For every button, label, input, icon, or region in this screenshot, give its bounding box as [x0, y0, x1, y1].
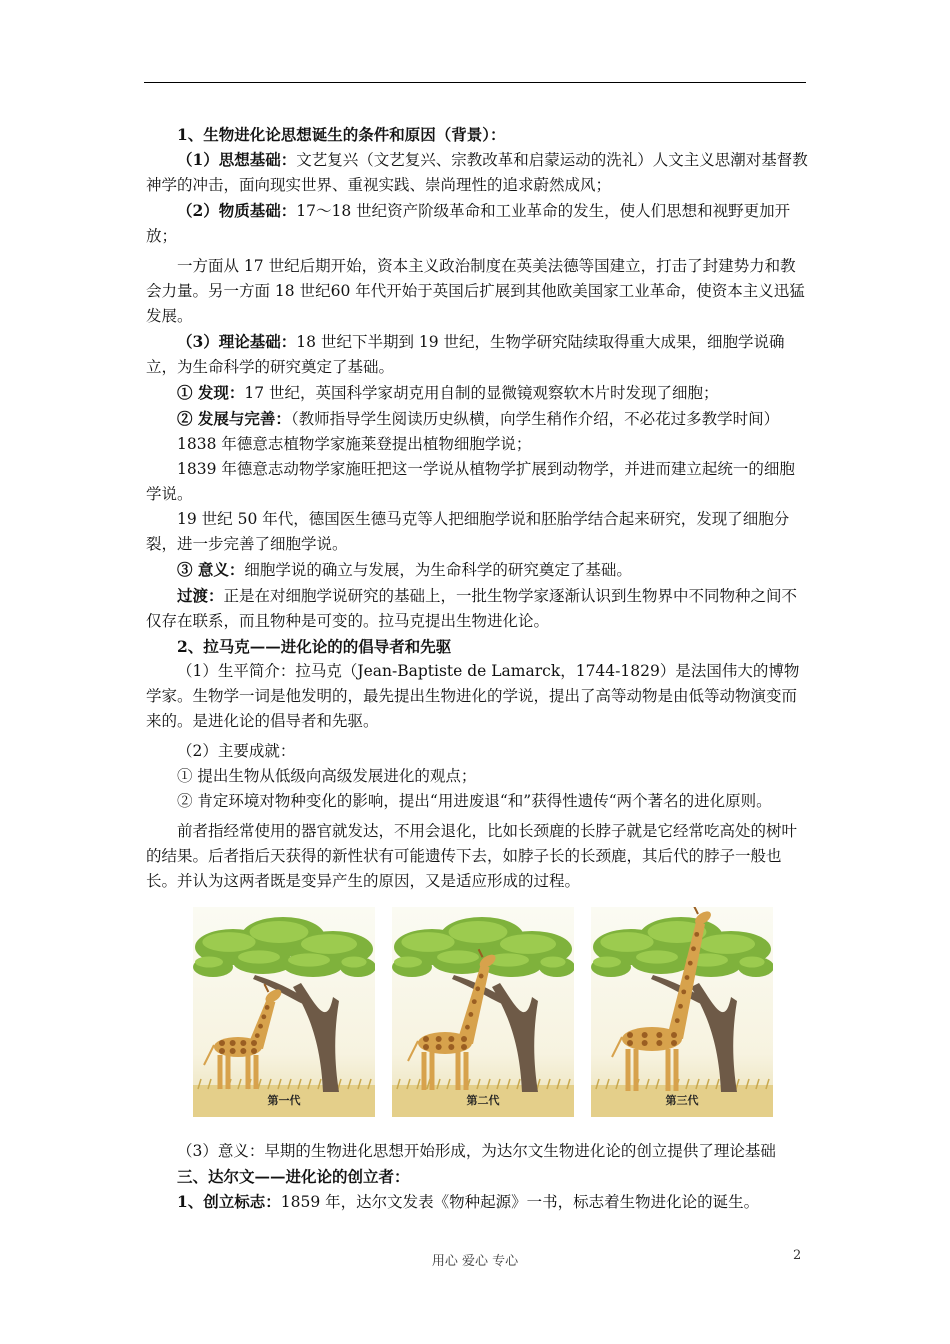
text: 1859 年，达尔文发表《物种起源》一书，标志着生物进化论的诞生。	[280, 1193, 760, 1211]
section1-heading: 1、生物进化论思想诞生的条件和原因（背景）：	[177, 125, 506, 144]
giraffe-spot	[436, 1044, 442, 1050]
text: （教师指导学生阅读历史纵横，向学生稍作介绍，不必花过多教学时间）	[290, 410, 780, 428]
text: 正是在对细胞学说研究的基础上，一批生物学家逐渐认识到生物界中不同物种之间不仅存在联系，而且物种是可变的。拉马克提出生物进化论。	[146, 587, 798, 630]
giraffe-leg	[430, 1052, 435, 1090]
giraffe-spot	[461, 1044, 467, 1050]
giraffe-spot	[678, 1004, 683, 1009]
paragraph: 1838 年德意志植物学家施莱登提出植物细胞学说；	[177, 435, 532, 453]
tree-canopy-highlight	[341, 957, 366, 968]
giraffe-illustration	[591, 907, 773, 1117]
giraffe-spot	[265, 1005, 270, 1010]
giraffe-spot	[255, 1033, 260, 1038]
tree-canopy-highlight	[238, 950, 280, 963]
paragraph	[146, 557, 810, 583]
giraffe-leg	[626, 1049, 631, 1091]
giraffe-spot	[423, 1036, 429, 1042]
giraffe-illustration	[392, 907, 574, 1117]
giraffe-spot	[468, 1012, 473, 1017]
tree-canopy-highlight	[202, 932, 255, 952]
label: ② 发展与完善：	[177, 409, 291, 428]
text: 文艺复兴（文艺复兴、宗教改革和启蒙运动的洗礼）人文主义思潮对基督教神学的冲击，面向现实世界、重视实践、崇尚理性的追求蔚然成风；	[146, 151, 808, 194]
giraffe-panel	[392, 907, 574, 1117]
text: 17～18 世纪资产阶级革命和工业革命的发生，使人们思想和视野更加开放；	[146, 202, 791, 245]
giraffe-spot	[423, 1044, 429, 1050]
giraffe-leg	[666, 1049, 671, 1091]
paragraph: （3）意义：早期的生物进化思想开始形成，为达尔文生物进化论的创立提供了理论基础	[177, 1142, 776, 1160]
giraffe-spot	[230, 1040, 236, 1046]
label: ③ 意义：	[177, 560, 245, 579]
giraffe-leg	[422, 1052, 427, 1090]
giraffe-leg	[246, 1055, 251, 1089]
header-rule	[144, 82, 806, 83]
giraffe-spot	[642, 1032, 648, 1038]
giraffe-leg	[218, 1055, 223, 1089]
giraffe-spot	[685, 975, 690, 980]
giraffe-panel	[591, 907, 773, 1117]
tree-canopy-highlight	[593, 957, 621, 968]
tree-canopy-highlight	[699, 934, 755, 954]
paragraph	[146, 1189, 810, 1215]
giraffe-spot	[465, 1025, 470, 1030]
giraffe-spot	[627, 1032, 633, 1038]
label: （3）理论基础：	[177, 332, 297, 351]
tree-canopy-highlight	[301, 934, 357, 954]
tree-canopy-highlight	[288, 953, 330, 966]
paragraph: ① 提出生物从低级向高级发展进化的观点；	[177, 767, 477, 785]
giraffe-spot	[219, 1040, 225, 1046]
paragraph	[146, 583, 810, 634]
page-number: 2	[793, 1248, 802, 1263]
giraffe-spot	[230, 1048, 236, 1054]
tree-canopy-highlight	[449, 921, 508, 943]
tree-canopy-highlight	[540, 957, 565, 968]
giraffe-spot	[671, 1040, 677, 1046]
giraffe-spot	[671, 1032, 677, 1038]
text: 18 世纪下半期到 19 世纪，生物学研究陆续取得重大成果，细胞学说确立，为生命科学的研究奠定了基础。	[146, 333, 785, 376]
tree-canopy-highlight	[394, 957, 422, 968]
tree-canopy-highlight	[401, 932, 454, 952]
giraffe-spot	[691, 946, 696, 951]
giraffe-spot	[627, 1040, 633, 1046]
giraffe-spot	[681, 989, 686, 994]
panel-caption: 第二代	[466, 1094, 500, 1107]
paragraph	[146, 329, 810, 380]
paragraph: 一方面从 17 世纪后期开始，资本主义政治制度在英美法德等国建立，打击了封建势力和教会力量。另一方面 18 世纪60 年代开始于英国后扩展到其他欧美国家工业革命，使资本主义迅猛发展。	[146, 257, 805, 325]
tree-canopy-highlight	[739, 957, 764, 968]
label: 过渡：	[177, 586, 224, 605]
giraffe-illustration	[193, 907, 375, 1117]
giraffe-spot	[688, 961, 693, 966]
giraffe-panel	[193, 907, 375, 1117]
giraffe-leg	[464, 1052, 469, 1090]
text: 细胞学说的确立与发展，为生命科学的研究奠定了基础。	[244, 561, 632, 579]
giraffe-spot	[251, 1040, 257, 1046]
giraffe-leg	[456, 1052, 461, 1090]
label: ① 发现：	[177, 383, 245, 402]
tree-canopy-highlight	[437, 950, 479, 963]
giraffe-spot	[472, 999, 477, 1004]
label: （1）思想基础：	[177, 150, 297, 169]
giraffe-evolution-figure	[193, 907, 810, 1117]
giraffe-spot	[261, 1014, 266, 1019]
paragraph	[146, 198, 810, 249]
tree-canopy-highlight	[500, 934, 556, 954]
giraffe-neck	[457, 965, 490, 1044]
giraffe-spot	[461, 1036, 467, 1042]
paragraph	[146, 380, 810, 406]
giraffe-leg	[634, 1049, 639, 1091]
tree-canopy-highlight	[600, 932, 653, 952]
page-footer: 用心 爱心 专心	[431, 1254, 519, 1269]
paragraph	[146, 147, 810, 198]
panel-caption: 第三代	[665, 1094, 699, 1107]
giraffe-horn	[694, 907, 698, 914]
giraffe-tail	[612, 1037, 622, 1057]
paragraph: 1839 年德意志动物学家施旺把这一学说从植物学扩展到动物学，并进而建立起统一的细胞学说。	[146, 460, 795, 503]
giraffe-spot	[240, 1040, 246, 1046]
giraffe-spot	[479, 974, 484, 979]
section3-heading: 三、达尔文——进化论的创立者：	[177, 1167, 410, 1186]
giraffe-spot	[694, 932, 699, 937]
panel-caption: 第一代	[267, 1094, 301, 1107]
giraffe-leg	[254, 1055, 259, 1089]
label: 1、创立标志：	[177, 1192, 281, 1211]
paragraph: 19 世纪 50 年代，德国医生德马克等人把细胞学说和胚胎学结合起来研究，发现了细胞分裂，进一步完善了细胞学说。	[146, 510, 790, 553]
paragraph	[146, 406, 810, 432]
giraffe-spot	[251, 1048, 257, 1054]
giraffe-tail	[204, 1045, 214, 1065]
tree-canopy-highlight	[250, 921, 309, 943]
paragraph: （1）生平简介：拉马克（Jean-Baptiste de Lamarck，1744-1829）是法国伟大的博物学家。生物学一词是他发明的，最先提出生物进化的学说，提出了高等动物是由低等动物演变而来的。是进化论的倡导者和先驱。	[146, 662, 800, 730]
paragraph: （2）主要成就：	[177, 742, 296, 760]
giraffe-spot	[448, 1036, 454, 1042]
giraffe-tail	[408, 1041, 418, 1061]
giraffe-spot	[258, 1024, 263, 1029]
giraffe-spot	[656, 1032, 662, 1038]
text: 17 世纪，英国科学家胡克用自制的显微镜观察软木片时发现了细胞；	[244, 384, 719, 402]
giraffe-spot	[240, 1048, 246, 1054]
giraffe-spot	[219, 1048, 225, 1054]
giraffe-spot	[675, 1018, 680, 1023]
tree-canopy-highlight	[195, 957, 223, 968]
paragraph: ② 肯定环境对物种变化的影响，提出“用进废退“和”获得性遗传“两个著名的进化原则。	[177, 792, 772, 810]
paragraph: 前者指经常使用的器官就发达，不用会退化，比如长颈鹿的长脖子就是它经常吃高处的树叶的结果。后者指后天获得的新性状有可能遗传下去，如脖子长的长颈鹿，其后代的脖子一般也长。并认为这两者既是变异产生的原因，又是适应形成的过程。	[146, 822, 798, 890]
giraffe-leg	[674, 1049, 679, 1091]
document-body	[146, 122, 810, 1215]
giraffe-spot	[475, 986, 480, 991]
giraffe-spot	[656, 1040, 662, 1046]
giraffe-spot	[642, 1040, 648, 1046]
tree-canopy-highlight	[636, 950, 678, 963]
giraffe-spot	[448, 1044, 454, 1050]
section2-heading: 2、拉马克——进化论的的倡导者和先驱	[177, 637, 452, 656]
giraffe-leg	[226, 1055, 231, 1089]
giraffe-spot	[436, 1036, 442, 1042]
label: （2）物质基础：	[177, 201, 297, 220]
